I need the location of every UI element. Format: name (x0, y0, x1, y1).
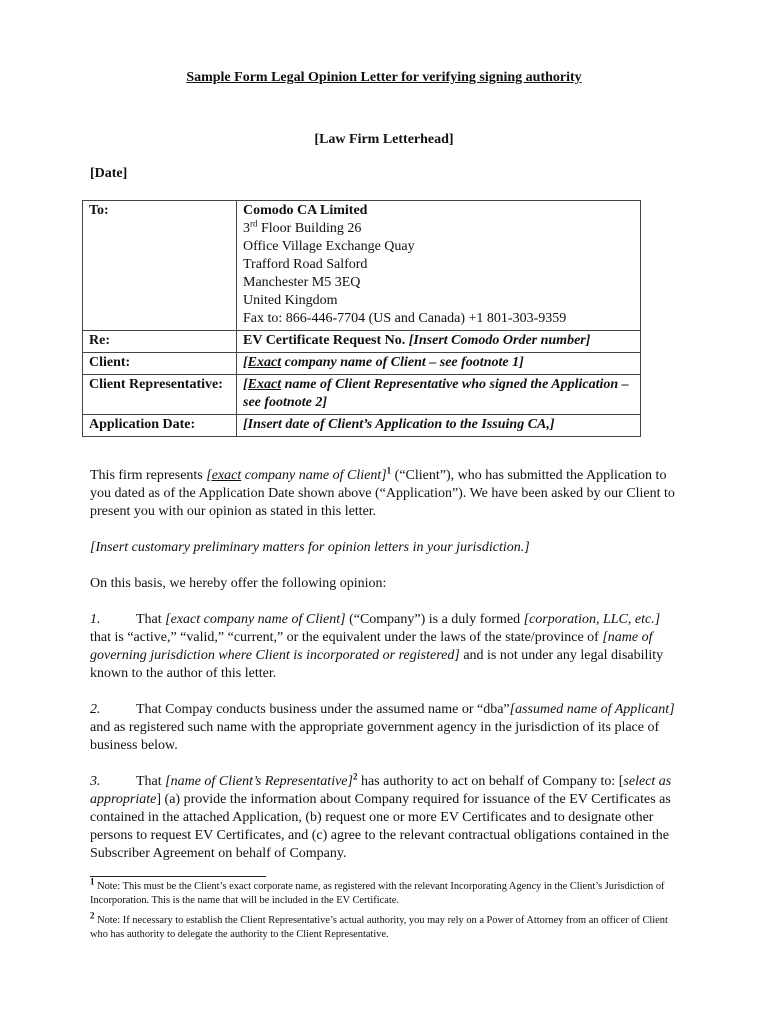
opinion-item-1: 1. That [exact company name of Client] (“Company”) is a duly formed [corporation, LLC, etc.] that is “active,” “valid,” “current,” or the equivalent under the laws of the state/province of [name of governing jurisdiction where Client is incorporated or registered] and is not under any legal disability known to the author of this letter. (90, 612, 664, 681)
application-date-label: Application Date: (83, 415, 237, 437)
representative-label: Client Representative: (83, 375, 237, 415)
to-line-3: Office Village Exchange Quay (243, 239, 415, 254)
letter-body (90, 467, 680, 881)
to-address (237, 201, 641, 331)
footnote-ref-2: 2 (352, 771, 358, 782)
to-floor: 3rd Floor Building 26 (243, 218, 362, 236)
representative-value: [Exact name of Client Representative who signed the Application – see footnote 2] (237, 375, 641, 415)
footnote-separator (90, 876, 266, 877)
footnotes (90, 876, 680, 948)
to-company: Comodo CA Limited (243, 203, 368, 218)
application-date-value: [Insert date of Client’s Application to the Issuing CA,] (237, 415, 641, 437)
letterhead-placeholder: [Law Firm Letterhead] (314, 132, 454, 147)
opinion-item-3: 3. That [name of Client’s Representative]$^2$ has authority to act on behalf of Company to: [select as appropriate] (a) provide the information about Company required for issuance of the EV Certificates as contained in the attached Application, (b) request one or more EV Certificates and to designate other persons to request EV Certificates, and (c) agree to the relevant contractual obligations contained in the Subscriber Agreement on behalf of Company. (90, 771, 672, 861)
to-fax: Fax to: 866-446-7704 (US and Canada) +1 801-303-9359 (243, 311, 567, 326)
table-row-re (83, 331, 641, 353)
intro-paragraph: This firm represents [exact company name of Client]$^1$ (“Client”), who has submitted the Application to you dated as of the Application Date shown above (“Application”). We have been asked by our Client to present you with our opinion as stated in this letter. (90, 465, 675, 519)
table-row-application-date (83, 415, 641, 437)
table-row-client (83, 353, 641, 375)
opinion-item-2: 2. That Compay conducts business under the assumed name or “dba”[assumed name of Applicant] and as registered such name with the appropriate government agency in the jurisdiction of its place of business below. (90, 702, 675, 753)
to-line-4: Trafford Road Salford (243, 257, 368, 272)
date-placeholder: [Date] (90, 166, 128, 181)
to-label: To: (83, 201, 237, 331)
to-line-5: Manchester M5 3EQ (243, 275, 361, 290)
re-value: EV Certificate Request No. [Insert Comodo Order number] (237, 331, 641, 353)
table-row-to (83, 201, 641, 331)
footnote-ref-1: 1 (386, 465, 392, 476)
client-label: Client: (83, 353, 237, 375)
table-row-representative (83, 375, 641, 415)
opinion-intro-paragraph: On this basis, we hereby offer the following opinion: (90, 576, 387, 591)
recipient-table (82, 200, 641, 437)
re-label: Re: (83, 331, 237, 353)
footnote-1: 1 Note: This must be the Client’s exact corporate name, as registered with the relevant Incorporating Agency in the Client’s Jurisdiction of Incorporation. This is the name that will be included in the EV Certificate. (90, 876, 665, 906)
footnote-2: 2 Note: If necessary to establish the Client Representative’s actual authority, you may rely on a Power of Attorney from an officer of Client who has authority to delegate the authority to the Client Representative. (90, 910, 668, 940)
document-title: Sample Form Legal Opinion Letter for verifying signing authority (186, 70, 582, 85)
preliminary-paragraph: [Insert customary preliminary matters for opinion letters in your jurisdiction.] (90, 540, 530, 555)
client-value: [Exact company name of Client – see footnote 1] (237, 353, 641, 375)
to-line-6: United Kingdom (243, 293, 338, 308)
